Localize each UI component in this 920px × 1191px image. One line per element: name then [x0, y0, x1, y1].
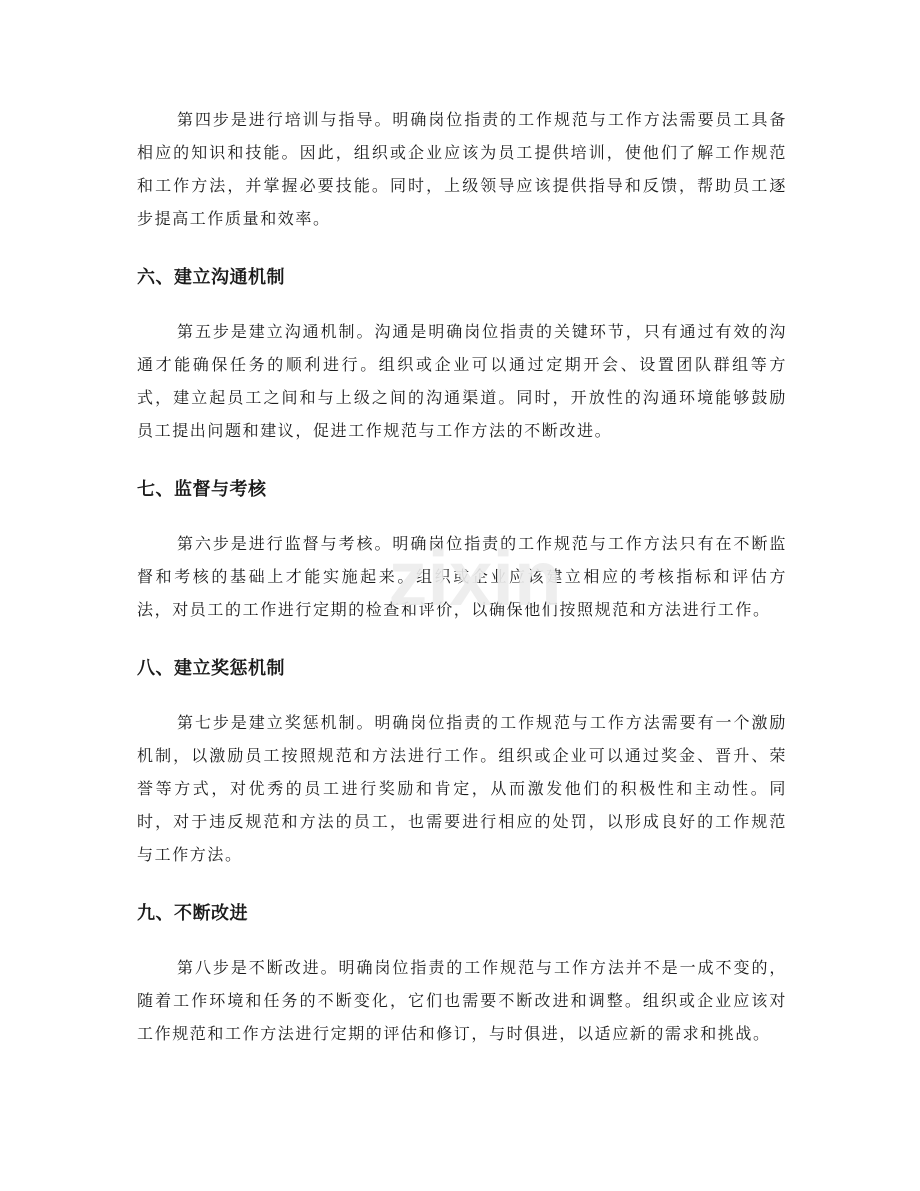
heading-improvement: 九、不断改进 — [137, 903, 248, 924]
paragraph-communication: 第五步是建立沟通机制。沟通是明确岗位指责的关键环节，只有通过有效的沟通才能确保任务的顺利进行。组织或企业可以通过定期开会、设置团队群组等方式，建立起员工之间和与上级之间的沟通渠道。同时，开放性的沟通环境能够鼓励员工提出问题和建议，促进工作规范与工作方法的不断改进。 — [137, 322, 787, 440]
svg-text:zixin: zixin — [388, 534, 562, 622]
document-body — [137, 103, 787, 1050]
paragraph-improvement: 第八步是不断改进。明确岗位指责的工作规范与工作方法并不是一成不变的，随着工作环境和任务的不断变化，它们也需要不断改进和调整。组织或企业应该对工作规范和工作方法进行定期的评估和修订，与时俱进，以适应新的需求和挑战。 — [137, 958, 787, 1043]
paragraph-training: 第四步是进行培训与指导。明确岗位指责的工作规范与工作方法需要员工具备相应的知识和技能。因此，组织或企业应该为员工提供培训，使他们了解工作规范和工作方法，并掌握必要技能。同时，上级领导应该提供指导和反馈，帮助员工逐步提高工作质量和效率。 — [137, 110, 787, 228]
paragraph-rewards: 第七步是建立奖惩机制。明确岗位指责的工作规范与工作方法需要有一个激励机制，以激励员工按照规范和方法进行工作。组织或企业可以通过奖金、晋升、荣誉等方式，对优秀的员工进行奖励和肯定，从而激发他们的积极性和主动性。同时，对于违反规范和方法的员工，也需要进行相应的处罚，以形成良好的工作规范与工作方法。 — [137, 713, 787, 864]
heading-communication: 六、建立沟通机制 — [137, 267, 285, 288]
heading-rewards: 八、建立奖惩机制 — [137, 658, 285, 679]
paragraph-supervision: 第六步是进行监督与考核。明确岗位指责的工作规范与工作方法只有在不断监督和考核的基础上才能实施起来。组织或企业应该建立相应的考核指标和评估方法，对员工的工作进行定期的检查和评价，以确保他们按照规范和方法进行工作。 — [137, 534, 787, 619]
heading-supervision: 七、监督与考核 — [137, 479, 267, 500]
